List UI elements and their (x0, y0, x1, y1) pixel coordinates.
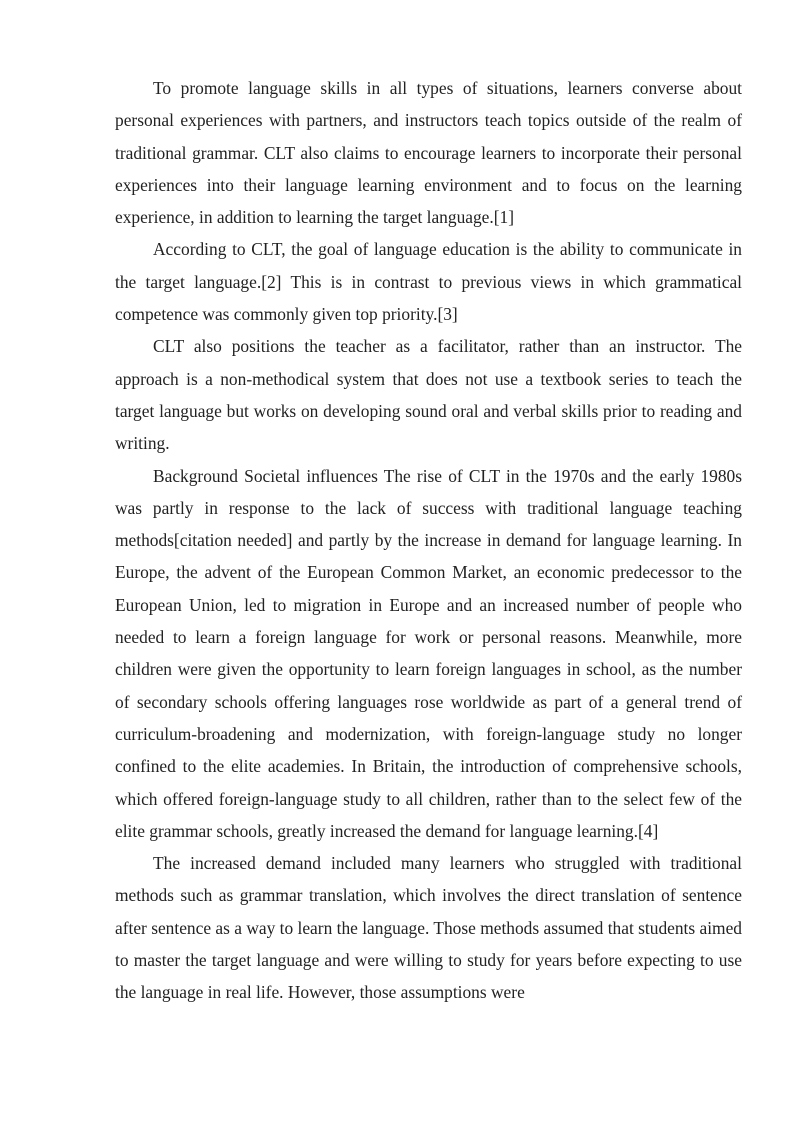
paragraph: Background Societal influences The rise of CLT in the 1970s and the early 1980s was partly in response to the lack of success with traditional language teaching methods[citation needed] and partly by the increase in demand for language learning. In Europe, the advent of the European Common Market, an economic predecessor to the European Union, led to migration in Europe and an increased number of people who needed to learn a foreign language for work or personal reasons. Meanwhile, more children were given the opportunity to learn foreign languages in school, as the number of secondary schools offering languages rose worldwide as part of a general trend of curriculum-broadening and modernization, with foreign-language study no longer confined to the elite academies. In Britain, the introduction of comprehensive schools, which offered foreign-language study to all children, rather than to the select few of the elite grammar schools, greatly increased the demand for language learning.[4] (115, 465, 742, 841)
paragraph: To promote language skills in all types of situations, learners converse about personal experiences with partners, and instructors teach topics outside of the realm of traditional grammar. CLT also claims to encourage learners to incorporate their personal experiences into their language learning environment and to focus on the learning experience, in addition to learning the target language.[1] (115, 78, 742, 228)
paragraph: CLT also positions the teacher as a facilitator, rather than an instructor. The approach is a non-methodical system that does not use a textbook series to teach the target language but works on developing sound oral and verbal skills prior to reading and writing. (115, 336, 742, 454)
paragraph: The increased demand included many learners who struggled with traditional methods such as grammar translation, which involves the direct translation of sentence after sentence as a way to learn the language. Those methods assumed that students aimed to master the target language and were willing to study for years before expecting to use the language in real life. However, those assumptions were (115, 853, 742, 1003)
paragraph: According to CLT, the goal of language education is the ability to communicate in the target language.[2] This is in contrast to previous views in which grammatical competence was commonly given top priority.[3] (115, 239, 742, 325)
body-text (115, 72, 742, 1009)
